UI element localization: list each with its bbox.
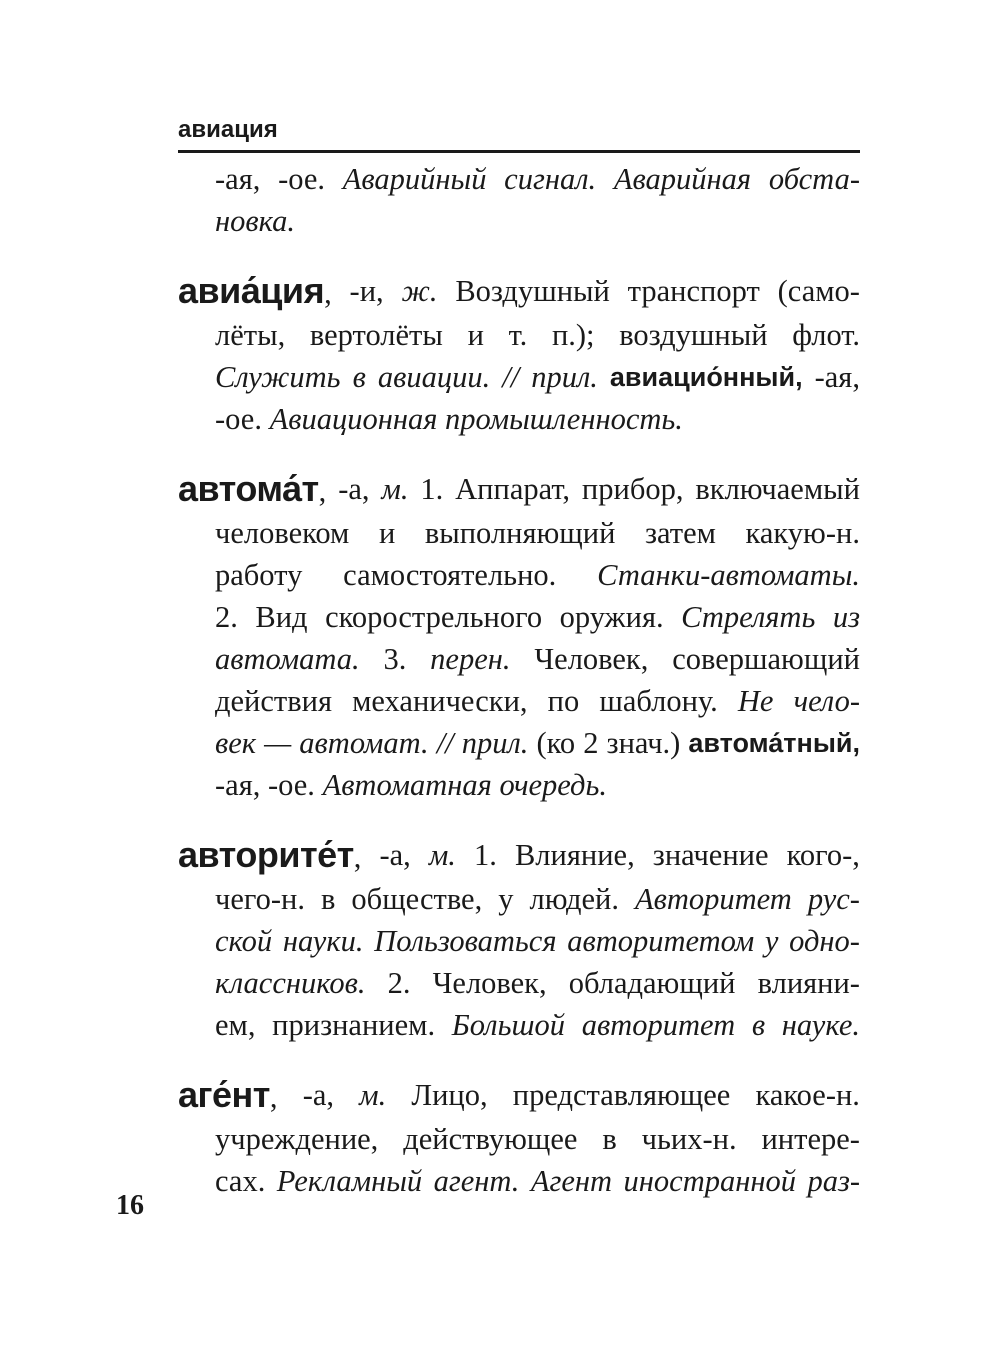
word: — xyxy=(264,726,292,760)
word: новка. xyxy=(215,204,296,238)
dictionary-body xyxy=(178,158,860,1202)
text-line xyxy=(178,1160,860,1202)
page-number: 16 xyxy=(116,1190,144,1221)
word: // xyxy=(436,726,454,760)
word: механически, xyxy=(352,684,528,718)
word: Автоматная xyxy=(322,768,492,802)
text-line: авиа́ция, -и, ж. Воздушный транспорт (само- xyxy=(178,270,860,314)
text-line xyxy=(178,314,860,356)
word: // xyxy=(502,360,520,394)
entry-agent xyxy=(178,1074,860,1202)
word: обста- xyxy=(768,162,860,196)
word: -а, xyxy=(302,1078,335,1112)
word: включаемый xyxy=(695,472,860,506)
word: очередь. xyxy=(499,768,607,802)
word: перен. xyxy=(430,642,511,676)
word: Стрелять xyxy=(681,600,816,634)
word: -ая, xyxy=(215,162,261,196)
text-line xyxy=(178,158,860,200)
word: какое-н. xyxy=(755,1078,860,1112)
entry-avtomat xyxy=(178,468,860,806)
text-line xyxy=(178,722,860,764)
word: классников. xyxy=(215,966,366,1000)
word: представляющее xyxy=(512,1078,731,1112)
word: 2. xyxy=(215,600,238,634)
word: -ое. xyxy=(267,768,315,802)
word: м. xyxy=(381,472,409,506)
word: ской xyxy=(215,924,273,958)
word: Авторитет xyxy=(635,882,792,916)
word: и xyxy=(467,318,484,352)
word: п.); xyxy=(551,318,595,352)
word: автомат. xyxy=(299,726,429,760)
word: авторитетом xyxy=(567,924,755,958)
word: знач.) xyxy=(606,726,681,760)
word: -ое. xyxy=(215,402,262,436)
word: кого-, xyxy=(786,838,860,872)
word: Человек, xyxy=(534,642,649,676)
word: Человек, xyxy=(432,966,547,1000)
headword: аге́нт xyxy=(178,1074,270,1115)
word: одно- xyxy=(789,924,860,958)
word: 2 xyxy=(583,726,599,760)
word: Авиационная xyxy=(269,402,438,436)
word: Служить xyxy=(215,360,341,394)
word: Аппарат, xyxy=(455,472,571,506)
word: 3. xyxy=(383,642,407,676)
word: воздушный xyxy=(619,318,768,352)
word: 2. xyxy=(387,966,411,1000)
word: Пользоваться xyxy=(374,924,557,958)
text-line xyxy=(178,356,860,398)
headword: авторите́т xyxy=(178,834,354,875)
text-line xyxy=(178,878,860,920)
word: затем xyxy=(644,516,716,550)
word: 1. xyxy=(420,472,444,506)
word: (ко xyxy=(536,726,576,760)
entry-avtoritet xyxy=(178,834,860,1046)
word: прил. xyxy=(531,360,598,394)
word: у xyxy=(498,882,514,916)
entry-aviatsiya xyxy=(178,270,860,440)
word: Влияние, xyxy=(514,838,635,872)
word: Рекламный xyxy=(276,1164,423,1198)
word: ж. xyxy=(401,274,438,308)
word: чело- xyxy=(793,684,860,718)
word: агент. xyxy=(433,1164,520,1198)
word: Вид xyxy=(255,600,308,634)
word: ем, xyxy=(215,1008,256,1042)
word: -ая, xyxy=(814,360,860,394)
word: учреждение, xyxy=(215,1122,379,1156)
derived-word: автома́тный, xyxy=(688,728,860,758)
text-line xyxy=(178,398,860,440)
text-line: аге́нт, -а, м. Лицо, представляющее какое-н. xyxy=(178,1074,860,1118)
word: авторитет xyxy=(581,1008,736,1042)
word: влияни- xyxy=(757,966,860,1000)
word: самостоятельно. xyxy=(343,558,557,592)
entry-continuation xyxy=(178,158,860,242)
word: сах. xyxy=(215,1164,266,1198)
word: Воздушный xyxy=(455,274,610,308)
word: прил. xyxy=(461,726,529,760)
text-line xyxy=(178,554,860,596)
word: транспорт xyxy=(627,274,760,308)
derived-word: авиацио́нный, xyxy=(609,362,803,392)
text-line xyxy=(178,1004,860,1046)
word: промышленность. xyxy=(445,402,683,436)
word: Аварийный xyxy=(342,162,487,196)
word: вертолёты xyxy=(309,318,443,352)
word: у xyxy=(764,924,779,958)
word: -ое. xyxy=(278,162,326,196)
word: авиации. xyxy=(377,360,491,394)
word: обществе, xyxy=(351,882,483,916)
word: людей. xyxy=(529,882,619,916)
word: рус- xyxy=(807,882,860,916)
word: значение xyxy=(652,838,769,872)
text-line xyxy=(178,200,860,242)
word: Большой xyxy=(451,1008,565,1042)
word: науке. xyxy=(781,1008,860,1042)
word: (само- xyxy=(777,274,860,308)
headword: авиа́ция xyxy=(178,270,325,311)
word: науки. xyxy=(282,924,364,958)
word: скорострельного xyxy=(325,600,543,634)
word: автомата. xyxy=(215,642,360,676)
running-head xyxy=(178,114,860,153)
word: интере- xyxy=(761,1122,860,1156)
word: лёты, xyxy=(215,318,286,352)
text-line xyxy=(178,1118,860,1160)
word: Аварийная xyxy=(613,162,752,196)
word: раз- xyxy=(807,1164,860,1198)
word: -а, xyxy=(379,838,411,872)
word: из xyxy=(832,600,860,634)
text-line xyxy=(178,920,860,962)
word: Лицо, xyxy=(411,1078,488,1112)
word: Не xyxy=(737,684,774,718)
word: выполняющий xyxy=(424,516,616,550)
word: иностранной xyxy=(623,1164,796,1198)
word: в xyxy=(352,360,366,394)
word: обладающий xyxy=(568,966,736,1000)
word: Агент xyxy=(530,1164,613,1198)
word: чего-н. xyxy=(215,882,305,916)
word: м. xyxy=(428,838,456,872)
text-line xyxy=(178,638,860,680)
word: -и, xyxy=(349,274,384,308)
text-line xyxy=(178,512,860,554)
word: в xyxy=(602,1122,617,1156)
word: по xyxy=(547,684,580,718)
word: в xyxy=(321,882,336,916)
word: шаблону. xyxy=(599,684,718,718)
word: т. xyxy=(508,318,528,352)
text-line xyxy=(178,680,860,722)
word: совершающий xyxy=(672,642,860,676)
word: какую-н. xyxy=(745,516,860,550)
word: 1. xyxy=(474,838,497,872)
text-line xyxy=(178,596,860,638)
word: сигнал. xyxy=(504,162,597,196)
word: прибор, xyxy=(581,472,684,506)
headword: автома́т xyxy=(178,468,319,509)
word: действующее xyxy=(403,1122,578,1156)
word: Станки-автоматы. xyxy=(597,558,860,592)
word: оружия. xyxy=(559,600,664,634)
word: век xyxy=(215,726,257,760)
text-line: автома́т, -а, м. 1. Аппарат, прибор, включаемый xyxy=(178,468,860,512)
word: м. xyxy=(359,1078,387,1112)
word: -ая, xyxy=(215,768,261,802)
word: человеком xyxy=(215,516,350,550)
word: признанием. xyxy=(272,1008,436,1042)
word: и xyxy=(378,516,396,550)
word: чьих-н. xyxy=(641,1122,737,1156)
text-line: авторите́т, -а, м. 1. Влияние, значение кого-, xyxy=(178,834,860,878)
word: работу xyxy=(215,558,303,592)
word: флот. xyxy=(792,318,860,352)
text-line xyxy=(178,764,860,806)
running-head-text: авиация xyxy=(178,116,278,143)
text-line xyxy=(178,962,860,1004)
word: действия xyxy=(215,684,332,718)
word: в xyxy=(751,1008,766,1042)
word: -а, xyxy=(338,472,370,506)
